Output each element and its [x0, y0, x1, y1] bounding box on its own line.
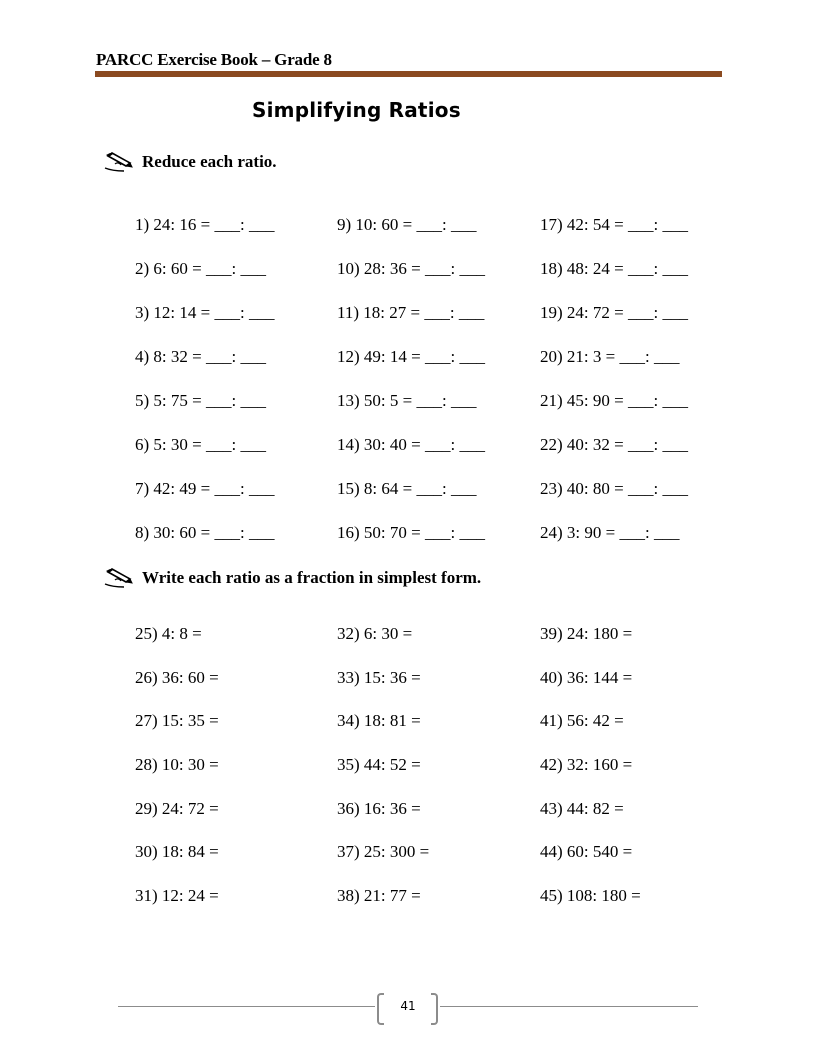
problem-item: 35) 44: 52 = [337, 754, 421, 774]
problem-item: 7) 42: 49 = ___: ___ [135, 479, 275, 498]
problem-item: 9) 10: 60 = ___: ___ [337, 215, 477, 234]
problem-item: 30) 18: 84 = [135, 842, 219, 862]
problem-item: 8) 30: 60 = ___: ___ [135, 523, 275, 542]
header-rule [95, 71, 722, 77]
header-title: PARCC Exercise Book – Grade 8 [96, 50, 332, 69]
problem-item: 5) 5: 75 = ___: ___ [135, 391, 266, 410]
reduce-problems-grid [135, 203, 755, 555]
problem-item: 21) 45: 90 = ___: ___ [540, 391, 688, 410]
problem-item: 4) 8: 32 = ___: ___ [135, 347, 266, 366]
problem-item: 17) 42: 54 = ___: ___ [540, 215, 688, 234]
page-title: Simplifying Ratios [252, 98, 461, 122]
page-number: 41 [400, 999, 416, 1013]
problem-item: 38) 21: 77 = [337, 885, 421, 905]
problem-item: 14) 30: 40 = ___: ___ [337, 435, 485, 454]
instruction-text: Write each ratio as a fraction in simplest form. [142, 568, 482, 587]
problem-item: 18) 48: 24 = ___: ___ [540, 259, 688, 278]
problem-item: 10) 28: 36 = ___: ___ [337, 259, 485, 278]
problem-item: 40) 36: 144 = [540, 667, 633, 687]
problem-item: 12) 49: 14 = ___: ___ [337, 347, 485, 366]
problem-item: 33) 15: 36 = [337, 667, 421, 687]
footer-rule-left [118, 1006, 375, 1007]
fraction-problems-grid [135, 612, 755, 918]
problem-item: 24) 3: 90 = ___: ___ [540, 523, 680, 542]
problem-item: 26) 36: 60 = [135, 667, 219, 687]
problem-item: 31) 12: 24 = [135, 885, 219, 905]
problem-item: 43) 44: 82 = [540, 798, 624, 818]
footer-bracket-left [377, 993, 384, 1025]
problem-item: 19) 24: 72 = ___: ___ [540, 303, 688, 322]
problem-item: 34) 18: 81 = [337, 711, 421, 731]
problem-item: 13) 50: 5 = ___: ___ [337, 391, 477, 410]
problem-item: 20) 21: 3 = ___: ___ [540, 347, 680, 366]
problem-item: 36) 16: 36 = [337, 798, 421, 818]
problem-item: 42) 32: 160 = [540, 754, 633, 774]
problem-item: 6) 5: 30 = ___: ___ [135, 435, 266, 454]
problem-item: 45) 108: 180 = [540, 885, 641, 905]
footer-bracket-right [431, 993, 438, 1025]
problem-item: 29) 24: 72 = [135, 798, 219, 818]
problem-item: 3) 12: 14 = ___: ___ [135, 303, 275, 322]
problem-item: 11) 18: 27 = ___: ___ [337, 303, 485, 322]
footer-rule-right [440, 1006, 698, 1007]
instruction-text: Reduce each ratio. [142, 152, 277, 171]
instruction-fraction [102, 566, 481, 590]
problem-item: 16) 50: 70 = ___: ___ [337, 523, 485, 542]
problem-item: 27) 15: 35 = [135, 711, 219, 731]
problem-item: 41) 56: 42 = [540, 711, 624, 731]
problem-item: 25) 4: 8 = [135, 623, 202, 643]
problem-item: 44) 60: 540 = [540, 842, 633, 862]
problem-item: 32) 6: 30 = [337, 623, 413, 643]
problem-item: 15) 8: 64 = ___: ___ [337, 479, 477, 498]
problem-item: 23) 40: 80 = ___: ___ [540, 479, 688, 498]
instruction-reduce [102, 150, 277, 174]
pencil-writing-icon [102, 567, 134, 589]
problem-item: 28) 10: 30 = [135, 754, 219, 774]
problem-item: 1) 24: 16 = ___: ___ [135, 215, 275, 234]
pencil-writing-icon [102, 151, 134, 173]
problem-item: 22) 40: 32 = ___: ___ [540, 435, 688, 454]
problem-item: 39) 24: 180 = [540, 623, 633, 643]
problem-item: 2) 6: 60 = ___: ___ [135, 259, 266, 278]
problem-item: 37) 25: 300 = [337, 842, 430, 862]
